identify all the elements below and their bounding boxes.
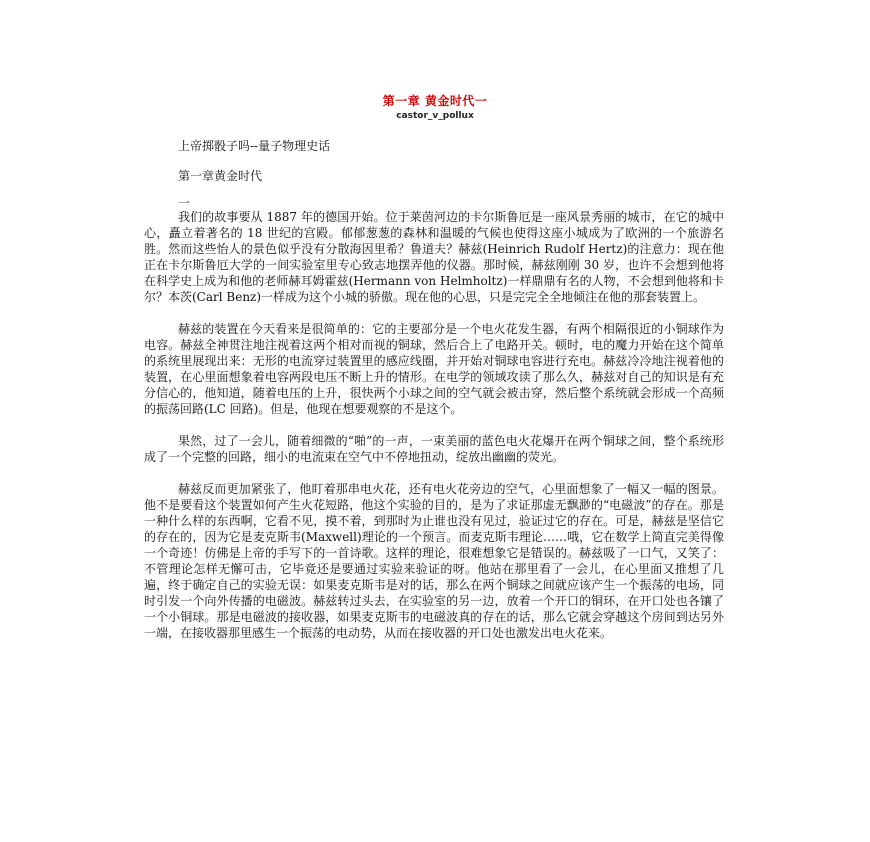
book-subtitle: 上帝掷骰子吗--量子物理史话: [178, 139, 331, 153]
paragraph: 我们的故事要从 1887 年的德国开始。位于莱茵河边的卡尔斯鲁厄是一座风景秀丽的城市，在它的城中心，矗立着著名的 18 世纪的宫殿。郁郁葱葱的森林和温暖的气候也使得这座小城成为了欧洲的一个旅游名胜。然而这些怡人的景色似乎没有分散海因里希？鲁道夫？赫兹(Heinrich Rudolf Hertz)的注意力：现在他正在卡尔斯鲁厄大学的一间实验室里专心致志地摆弄他的仪器。那时候，赫兹刚刚 30 岁，也许不会想到他将在科学史上成为和他的老师赫耳姆霍兹(Hermann von Helmholtz)一样鼎鼎有名的人物，不会想到他将和卡尔？本茨(Carl Benz)一样成为这个小城的骄傲。现在他的心思，只是完完全全地倾注在他的那套装置上。: [144, 210, 724, 304]
paragraph: 赫兹反而更加紧张了，他盯着那串电火花，还有电火花旁边的空气，心里面想象了一幅又一幅的图景。他不是要看这个装置如何产生火花短路，他这个实验的目的，是为了求证那虚无飘渺的“电磁波”的存在。那是一种什么样的东西啊，它看不见，摸不着，到那时为止谁也没有见过，验证过它的存在。可是，赫兹是坚信它的存在的，因为它是麦克斯韦(Maxwell)理论的一个预言。而麦克斯韦理论……哦，它在数学上简直完美得像一个奇迹！仿佛是上帝的手写下的一首诗歌。这样的理论，很难想象它是错误的。赫兹吸了一口气，又笑了：不管理论怎样无懈可击，它毕竟还是要通过实验来验证的呀。他站在那里看了一会儿，在心里面又推想了几遍，终于确定自己的实验无误：如果麦克斯韦是对的话，那么在两个铜球之间就应该产生一个振荡的电场，同时引发一个向外传播的电磁波。赫兹转过头去，在实验室的另一边，放着一个开口的铜环，在开口处也各镶了一个小铜球。那是电磁波的接收器，如果麦克斯韦的电磁波真的存在的话，那么它就会穿越这个房间到达另外一端，在接收器那里感生一个振荡的电动势，从而在接收器的开口处也激发出电火花来。: [144, 482, 724, 640]
author-line: castor_v_pollux: [396, 111, 474, 121]
body-text: [144, 209, 724, 641]
section-mark: 一: [178, 196, 191, 210]
chapter-heading: 第一章黄金时代: [178, 169, 263, 183]
paragraph: 赫兹的装置在今天看来是很简单的：它的主要部分是一个电火花发生器，有两个相隔很近的小铜球作为电容。赫兹全神贯注地注视着这两个相对而视的铜球，然后合上了电路开关。顿时，电的魔力开始在这个简单的系统里展现出来：无形的电流穿过装置里的感应线圈，并开始对铜球电容进行充电。赫兹冷冷地注视着他的装置，在心里面想象着电容两段电压不断上升的情形。在电学的领域攻读了那么久，赫兹对自己的知识是有充分信心的，他知道，随着电压的上升，很快两个小球之间的空气就会被击穿，然后整个系统就会形成一个高频的振荡回路(LC 回路)。但是，他现在想要观察的不是这个。: [144, 322, 724, 416]
paragraph: 果然，过了一会儿，随着细微的“啪”的一声，一束美丽的蓝色电火花爆开在两个铜球之间，整个系统形成了一个完整的回路，细小的电流束在空气中不停地扭动，绽放出幽幽的荧光。: [144, 434, 724, 464]
document-title: 第一章 黄金时代一: [382, 94, 488, 108]
